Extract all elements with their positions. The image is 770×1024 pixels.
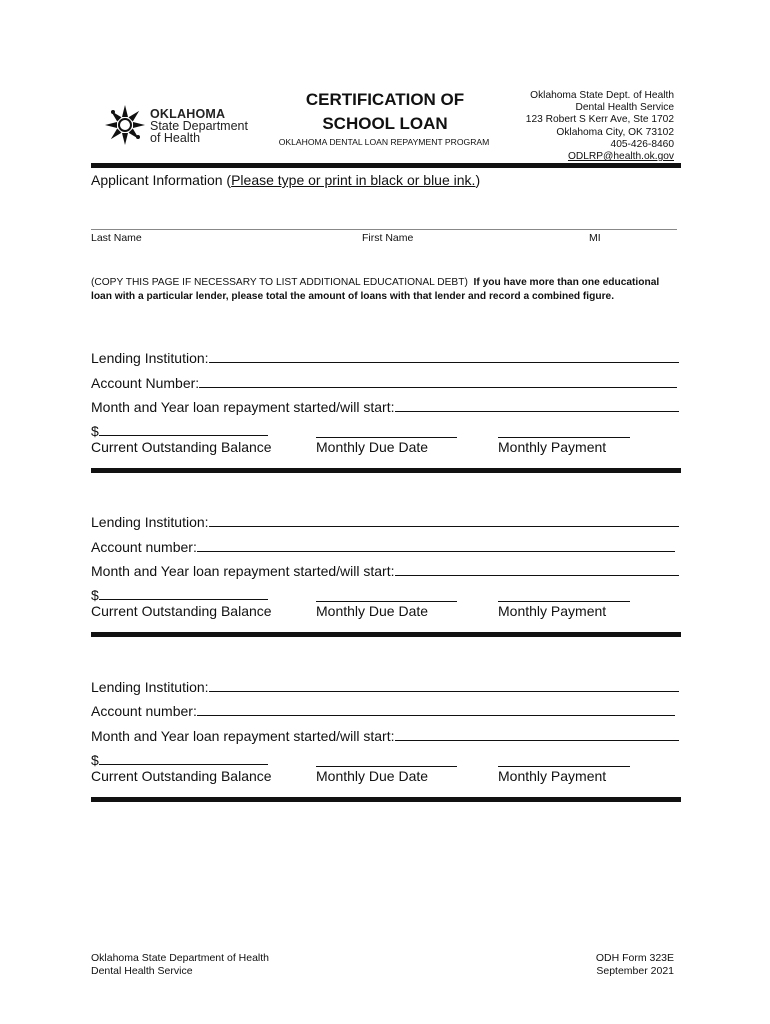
address-line: Oklahoma City, OK 73102 bbox=[556, 126, 674, 138]
loan2-month-row bbox=[91, 562, 679, 579]
account-number-label: Account Number: bbox=[91, 375, 200, 391]
balance-input[interactable] bbox=[99, 751, 268, 765]
title-line: SCHOOL LOAN bbox=[322, 114, 448, 133]
agency-logo-text bbox=[150, 108, 248, 144]
payment-label: Monthly Payment bbox=[498, 603, 607, 619]
copy-note-regular: (COPY THIS PAGE IF NECESSARY TO LIST ADDITIONAL EDUCATIONAL DEBT) bbox=[91, 277, 468, 288]
copy-note-bold: If you have more than one educational loan with a particular lender, please total the amount of loans with that lender and record a combined figure. bbox=[91, 277, 660, 302]
address-line: 123 Robert S Kerr Ave, Ste 1702 bbox=[525, 114, 674, 126]
payment-input[interactable] bbox=[498, 765, 630, 767]
account-number-input[interactable] bbox=[197, 702, 675, 716]
repayment-start-input[interactable] bbox=[395, 727, 679, 741]
repayment-start-label: Month and Year loan repayment started/will start: bbox=[91, 728, 395, 744]
heading-suffix: ) bbox=[475, 172, 481, 188]
due-date-label: Monthly Due Date bbox=[316, 439, 429, 455]
payment-label: Monthly Payment bbox=[498, 768, 607, 784]
lending-institution-label: Lending Institution: bbox=[91, 514, 209, 530]
loan3-balance-input-row bbox=[91, 751, 268, 768]
footer-right bbox=[596, 952, 674, 978]
mi-label: MI bbox=[589, 232, 601, 244]
agency-address bbox=[526, 90, 674, 163]
section-divider bbox=[91, 797, 681, 802]
form-date: September 2021 bbox=[596, 965, 674, 977]
lending-institution-input[interactable] bbox=[209, 678, 679, 692]
logo-line: OKLAHOMA bbox=[150, 107, 226, 121]
logo-line: State Department bbox=[150, 119, 248, 133]
loan1-lending-row bbox=[91, 349, 679, 366]
last-name-label: Last Name bbox=[91, 232, 142, 244]
balance-input[interactable] bbox=[99, 422, 268, 436]
loan1-account-row bbox=[91, 374, 677, 391]
lending-institution-input[interactable] bbox=[209, 349, 679, 363]
form-title bbox=[270, 88, 500, 136]
section-divider bbox=[91, 632, 681, 637]
loan3-month-row bbox=[91, 727, 679, 744]
loan3-lending-row bbox=[91, 678, 679, 695]
repayment-start-label: Month and Year loan repayment started/will start: bbox=[91, 399, 395, 415]
account-number-label: Account number: bbox=[91, 703, 197, 719]
applicant-info-heading bbox=[91, 172, 480, 188]
payment-input[interactable] bbox=[498, 436, 630, 438]
account-number-input[interactable] bbox=[199, 374, 677, 388]
copy-instructions bbox=[91, 276, 681, 303]
balance-label: Current Outstanding Balance bbox=[91, 603, 272, 619]
lending-institution-label: Lending Institution: bbox=[91, 350, 209, 366]
program-subtitle: OKLAHOMA DENTAL LOAN REPAYMENT PROGRAM bbox=[278, 137, 490, 147]
address-line: Oklahoma State Dept. of Health bbox=[530, 90, 674, 101]
due-date-label: Monthly Due Date bbox=[316, 603, 429, 619]
heading-prefix: Applicant Information ( bbox=[91, 172, 232, 188]
loan1-balance-input-row bbox=[91, 422, 268, 439]
dollar-sign: $ bbox=[91, 423, 99, 439]
lending-institution-input[interactable] bbox=[209, 513, 679, 527]
loan3-account-row bbox=[91, 702, 675, 719]
applicant-name-input-line[interactable] bbox=[91, 229, 677, 230]
dollar-sign: $ bbox=[91, 587, 99, 603]
account-number-label: Account number: bbox=[91, 539, 197, 555]
footer-left bbox=[91, 952, 269, 978]
payment-label: Monthly Payment bbox=[498, 439, 607, 455]
due-date-input[interactable] bbox=[316, 600, 457, 602]
account-number-input[interactable] bbox=[197, 538, 675, 552]
balance-input[interactable] bbox=[99, 586, 268, 600]
loan2-balance-input-row bbox=[91, 586, 268, 603]
logo-line: of Health bbox=[150, 131, 201, 145]
loan2-account-row bbox=[91, 538, 675, 555]
loan1-month-row bbox=[91, 398, 679, 415]
repayment-start-input[interactable] bbox=[395, 398, 679, 412]
footer-agency: Oklahoma State Department of Health bbox=[91, 952, 270, 964]
address-line: Dental Health Service bbox=[575, 102, 674, 114]
due-date-input[interactable] bbox=[316, 765, 457, 767]
payment-input[interactable] bbox=[498, 600, 630, 602]
oklahoma-star-logo-icon bbox=[100, 101, 150, 149]
lending-institution-label: Lending Institution: bbox=[91, 679, 209, 695]
address-email[interactable]: ODLRP@health.ok.gov bbox=[567, 151, 674, 163]
address-line: 405-426-8460 bbox=[610, 138, 674, 150]
first-name-label: First Name bbox=[362, 232, 414, 244]
loan2-lending-row bbox=[91, 513, 679, 530]
repayment-start-label: Month and Year loan repayment started/will start: bbox=[91, 563, 395, 579]
heading-instruction: Please type or print in black or blue ink. bbox=[231, 172, 476, 188]
section-divider bbox=[91, 468, 681, 473]
title-line: CERTIFICATION OF bbox=[305, 90, 465, 109]
dollar-sign: $ bbox=[91, 752, 99, 768]
header-divider bbox=[91, 163, 681, 168]
footer-division: Dental Health Service bbox=[91, 965, 193, 977]
balance-label: Current Outstanding Balance bbox=[91, 768, 272, 784]
balance-label: Current Outstanding Balance bbox=[91, 439, 272, 455]
due-date-input[interactable] bbox=[316, 436, 457, 438]
form-number: ODH Form 323E bbox=[595, 952, 674, 964]
repayment-start-input[interactable] bbox=[395, 562, 679, 576]
due-date-label: Monthly Due Date bbox=[316, 768, 429, 784]
